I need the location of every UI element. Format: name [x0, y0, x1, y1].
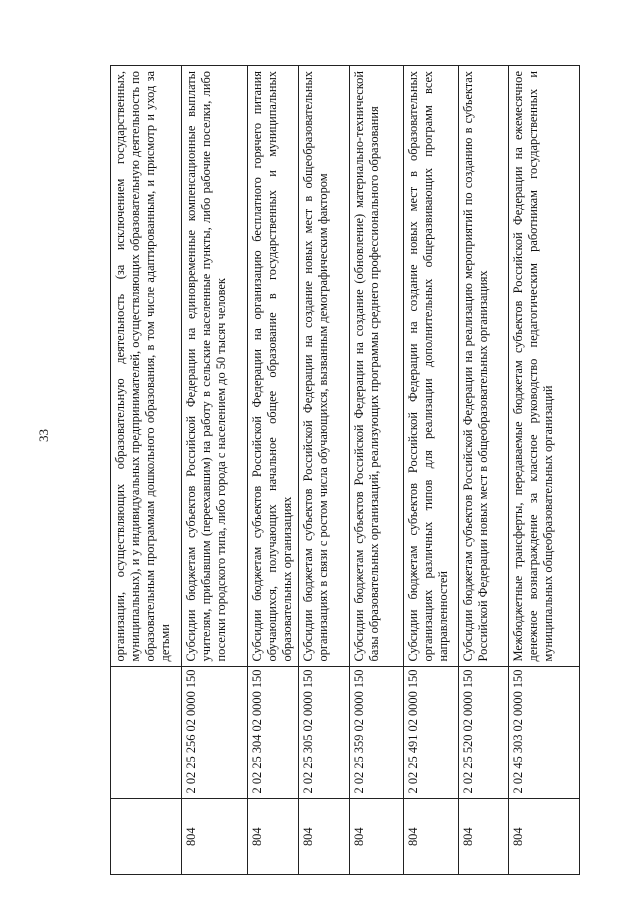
admin-code-cell: 804: [349, 799, 404, 875]
kbk-code-cell: 2 02 45 303 02 0000 150: [509, 667, 580, 799]
revenue-name-cell: Субсидии бюджетам субъектов Российской Федерации на единовременные компенсационные выплаты учителям, прибывшим (переехавшим) на работу в сельские населенные пункты, либо рабочие поселки, либо поселки городского типа, либо города с населением до 50 тысяч человек: [181, 66, 248, 667]
revenue-name-cell: Субсидии бюджетам субъектов Российской Федерации на реализацию мероприятий по созданию в субъектах Российской Федерации новых мест в общеобразовательных организациях: [458, 66, 509, 667]
admin-code-cell: 804: [181, 799, 248, 875]
table-row: [248, 66, 299, 875]
admin-code-cell: 804: [404, 799, 459, 875]
kbk-code-cell: 2 02 25 520 02 0000 150: [458, 667, 509, 799]
kbk-code-cell: 2 02 25 256 02 0000 150: [181, 667, 248, 799]
admin-code-cell: 804: [458, 799, 509, 875]
revenue-name-cell: Субсидии бюджетам субъектов Российской Федерации на создание новых мест в образовательных организациях различных типов для реализации дополнительных общеразвивающих программ всех направленностей: [404, 66, 459, 667]
table-row: [111, 66, 182, 875]
table-row: [458, 66, 509, 875]
table-row: [509, 66, 580, 875]
page-number: 33: [36, 429, 51, 442]
revenue-name-cell: Субсидии бюджетам субъектов Российской Федерации на создание (обновление) материально-технической базы образовательных организаций, реализующих программы среднего профессионального образования: [349, 66, 404, 667]
admin-code-cell: [111, 799, 182, 875]
admin-code-cell: 804: [509, 799, 580, 875]
table-row: [404, 66, 459, 875]
admin-code-cell: 804: [248, 799, 299, 875]
rotated-table-frame: [110, 65, 580, 875]
kbk-code-cell: [111, 667, 182, 799]
admin-code-cell: 804: [298, 799, 349, 875]
kbk-code-cell: 2 02 25 491 02 0000 150: [404, 667, 459, 799]
budget-codes-table: [110, 65, 580, 875]
revenue-name-cell: Межбюджетные трансферты, передаваемые бюджетам субъектов Российской Федерации на ежемесячное денежное вознаграждение за классное руководство педагогическим работникам государственных и муниципальных общеобразовательных организаций: [509, 66, 580, 667]
kbk-code-cell: 2 02 25 359 02 0000 150: [349, 667, 404, 799]
table-row: [298, 66, 349, 875]
table-row: [349, 66, 404, 875]
revenue-name-cell: Субсидии бюджетам субъектов Российской Федерации на создание новых мест в общеобразовательных организациях в связи с ростом числа обучающихся, вызванным демографическим фактором: [298, 66, 349, 667]
table-row: [181, 66, 248, 875]
revenue-name-cell: организации, осуществляющих образовательную деятельность (за исключением государственных, муниципальных), и у индивидуальных предпринимателей, осуществляющих образовательную деятельность по образовательным программам дошкольного образования, в том числе адаптированным, и присмотр и уход за детьми: [111, 66, 182, 667]
kbk-code-cell: 2 02 25 304 02 0000 150: [248, 667, 299, 799]
kbk-code-cell: 2 02 25 305 02 0000 150: [298, 667, 349, 799]
revenue-name-cell: Субсидии бюджетам субъектов Российской Федерации на организацию бесплатного горячего питания обучающихся, получающих начальное общее образование в государственных и муниципальных образовательных организациях: [248, 66, 299, 667]
